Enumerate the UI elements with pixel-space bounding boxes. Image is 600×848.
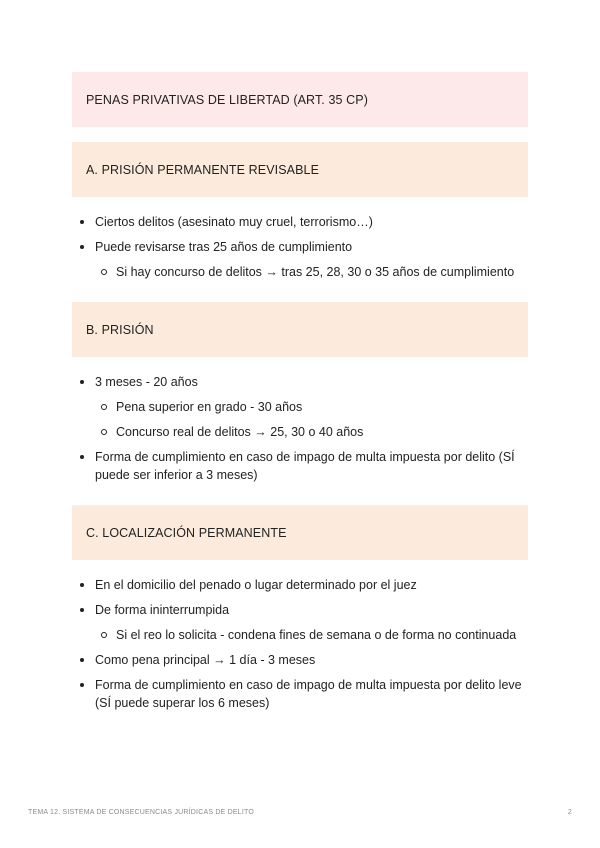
sub-list-item (95, 626, 528, 644)
sub-bullet-list (95, 398, 528, 441)
page-number: 2 (567, 809, 572, 816)
page-title: PENAS PRIVATIVAS DE LIBERTAD (ART. 35 CP) (86, 92, 368, 107)
sub-list-item-text: Pena superior en grado - 30 años (116, 400, 303, 414)
list-item-text: En el domicilio del penado o lugar determinado por el juez (95, 578, 417, 592)
list-item (72, 238, 528, 281)
section-heading-a: A. PRISIÓN PERMANENTE REVISABLE (86, 162, 320, 177)
section-heading-b: B. PRISIÓN (86, 322, 154, 337)
bullet-list (72, 373, 528, 484)
list-item (72, 676, 528, 712)
section-list-b (72, 357, 528, 490)
sub-bullet-list (95, 263, 528, 281)
list-item-text: Puede revisarse tras 25 años de cumplimiento (95, 240, 353, 254)
list-item-text: Ciertos delitos (asesinato muy cruel, terrorismo…) (95, 215, 373, 229)
list-item (72, 213, 528, 231)
page-footer (28, 809, 572, 816)
list-item (72, 448, 528, 484)
bullet-list (72, 576, 528, 712)
list-item-text: Como pena principal → 1 día - 3 meses (95, 653, 316, 667)
page-title-box (72, 72, 528, 127)
section-list-a (72, 197, 528, 287)
section-heading-c: C. LOCALIZACIÓN PERMANENTE (86, 525, 287, 540)
sub-list-item (95, 423, 528, 441)
section-heading-box-c (72, 505, 528, 560)
list-item (72, 651, 528, 669)
section-list-c (72, 560, 528, 718)
bullet-list (72, 213, 528, 281)
section-heading-box-b (72, 302, 528, 357)
sub-bullet-list (95, 626, 528, 644)
document-body (72, 72, 528, 718)
list-item-text: Forma de cumplimiento en caso de impago de multa impuesta por delito leve (SÍ puede superar los 6 meses) (95, 678, 522, 710)
footer-title: TEMA 12. SISTEMA DE CONSECUENCIAS JURÍDICAS DE DELITO (28, 809, 254, 816)
list-item-text: De forma ininterrumpida (95, 603, 230, 617)
sub-list-item-text: Si hay concurso de delitos → tras 25, 28, 30 o 35 años de cumplimiento (116, 265, 515, 279)
section-heading-box-a (72, 142, 528, 197)
sub-list-item (95, 398, 528, 416)
sub-list-item (95, 263, 528, 281)
list-item-text: 3 meses - 20 años (95, 375, 198, 389)
list-item-text: Forma de cumplimiento en caso de impago de multa impuesta por delito (SÍ puede ser inferior a 3 meses) (95, 450, 515, 482)
sub-list-item-text: Concurso real de delitos → 25, 30 o 40 años (116, 425, 364, 439)
list-item (72, 601, 528, 644)
list-item (72, 373, 528, 441)
sub-list-item-text: Si el reo lo solicita - condena fines de semana o de forma no continuada (116, 628, 517, 642)
list-item (72, 576, 528, 594)
